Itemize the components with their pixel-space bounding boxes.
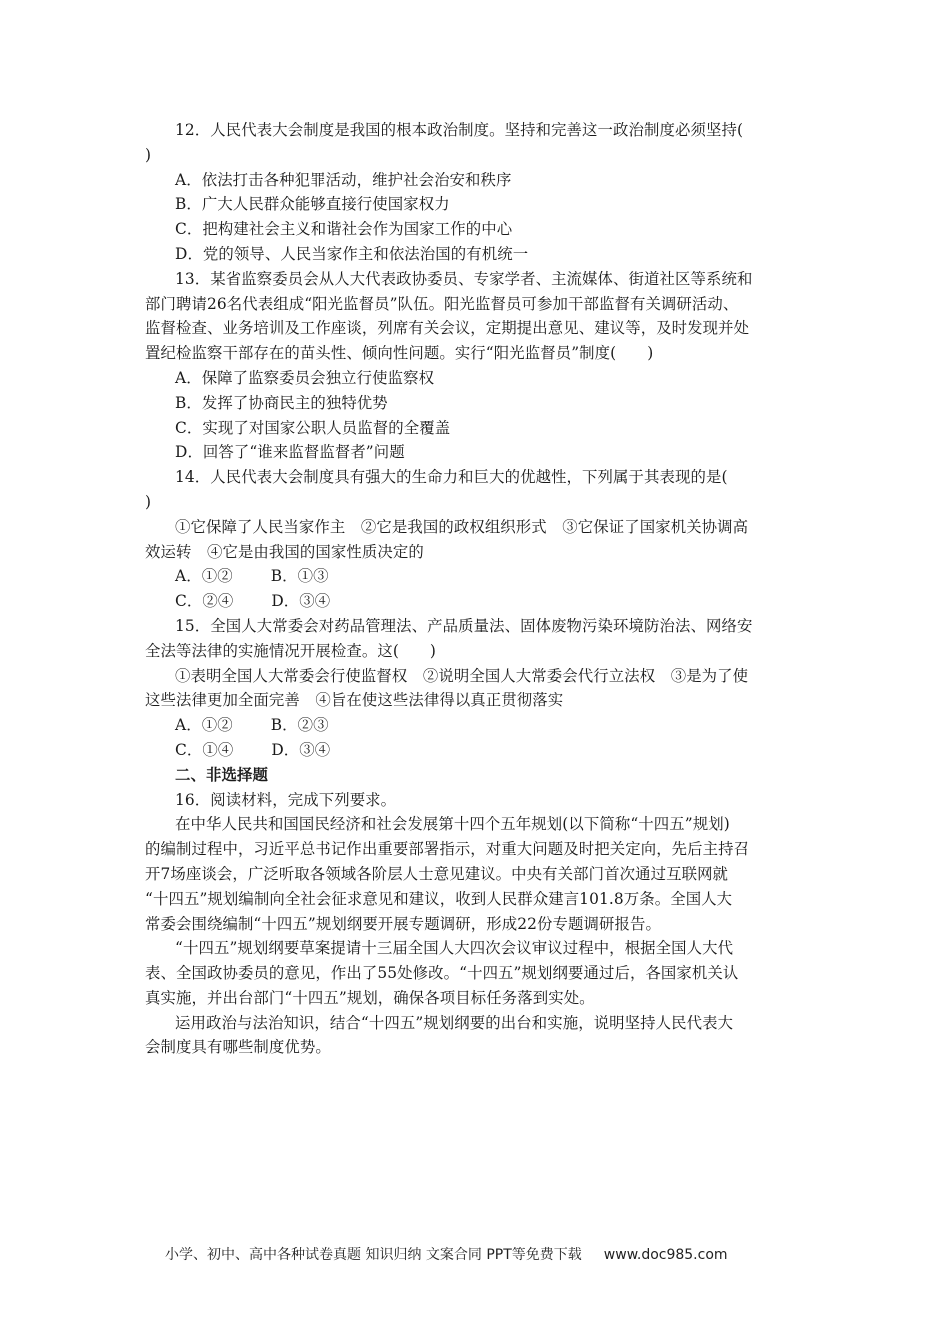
q13-option-d: D．回答了“谁来监督监督者”问题 [175, 443, 405, 462]
section-title-non-choice: 二、非选择题 [175, 765, 268, 784]
q14-option-a: A．①② [175, 567, 233, 586]
q15-option-b: B．②③ [270, 716, 329, 735]
q14-stem-line1: 14．人民代表大会制度具有强大的生命力和巨大的优越性，下列属于其表现的是( [175, 468, 728, 487]
q12-stem-line2: ) [145, 145, 152, 164]
q15-stem-line2: 全法等法律的实施情况开展检查。这( ) [145, 641, 437, 660]
q14-items-line2: 效运转 ④它是由我国的国家性质决定的 [145, 542, 424, 561]
q16-question-line1: 运用政治与法治知识，结合“十四五”规划纲要的出台和实施，说明坚持人民代表大 [175, 1013, 734, 1032]
q13-stem-line1: 13．某省监察委员会从人大代表政协委员、专家学者、主流媒体、街道社区等系统和 [175, 269, 753, 288]
q16-material-p2-line3: 真实施，并出台部门“十四五”规划，确保各项目标任务落到实处。 [145, 988, 595, 1007]
q15-option-d: D．③④ [271, 740, 331, 759]
q14-stem-line2: ) [145, 492, 152, 511]
footer-text: 小学、初中、高中各种试卷真题 知识归纳 文案合同 PPT等免费下载 [165, 1247, 582, 1263]
exam-content [145, 118, 807, 1060]
q12-option-b: B．广大人民群众能够直接行使国家权力 [175, 195, 450, 214]
q12-option-a: A．依法打击各种犯罪活动，维护社会治安和秩序 [175, 170, 512, 189]
q15-options-cd [145, 738, 807, 763]
q14-option-d: D．③④ [271, 592, 331, 611]
q16-material-p1-line2: 的编制过程中，习近平总书记作出重要部署指示，对重大问题及时把关定向，先后主持召 [145, 840, 750, 859]
q12-option-d: D．党的领导、人民当家作主和依法治国的有机统一 [175, 244, 529, 263]
q15-stem-line1: 15．全国人大常委会对药品管理法、产品质量法、固体废物污染环境防治法、网络安 [175, 616, 753, 635]
q16-material-p1-line1: 在中华人民共和国国民经济和社会发展第十四个五年规划(以下简称“十四五”规划) [175, 815, 730, 834]
q16-material-p1-line4: “十四五”规划编制向全社会征求意见和建议，收到人民群众建言101.8万条。全国人大 [145, 889, 733, 908]
q14-options-cd [145, 589, 807, 614]
q15-items-line1: ①表明全国人大常委会行使监督权 ②说明全国人大常委会代行立法权 ③是为了使 [175, 666, 749, 685]
q13-stem-line2: 部门聘请26名代表组成“阳光监督员”队伍。阳光监督员可参加干部监督有关调研活动、 [145, 294, 739, 313]
q16-stem: 16．阅读材料，完成下列要求。 [175, 790, 397, 809]
footer-url: www.doc985.com [603, 1247, 728, 1263]
q13-stem-line3: 监督检查、业务培训及工作座谈，列席有关会议，定期提出意见、建议等，及时发现并处 [145, 319, 750, 338]
page-footer [165, 1244, 728, 1264]
q13-stem-line4: 置纪检监察干部存在的苗头性、倾向性问题。实行“阳光监督员”制度( ) [145, 344, 654, 363]
q15-option-c: C．①④ [175, 740, 234, 759]
q16-material-p2-line2: 表、全国政协委员的意见，作出了55处修改。“十四五”规划纲要通过后，各国家机关认 [145, 964, 739, 983]
q13-option-c: C．实现了对国家公职人员监督的全覆盖 [175, 418, 451, 437]
q14-option-b: B．①③ [270, 567, 329, 586]
q16-question-line2: 会制度具有哪些制度优势。 [145, 1038, 331, 1057]
q13-option-a: A．保障了监察委员会独立行使监察权 [175, 368, 435, 387]
q15-option-a: A．①② [175, 716, 233, 735]
q12-stem-line1: 12．人民代表大会制度是我国的根本政治制度。坚持和完善这一政治制度必须坚持( [175, 121, 744, 139]
q14-items-line1: ①它保障了人民当家作主 ②它是我国的政权组织形式 ③它保证了国家机关协调高 [175, 517, 749, 536]
q14-option-c: C．②④ [175, 592, 234, 611]
q16-material-p1-line5: 常委会围绕编制“十四五”规划纲要开展专题调研，形成22份专题调研报告。 [145, 914, 661, 933]
q15-options-ab [145, 713, 807, 738]
q12-option-c: C．把构建社会主义和谐社会作为国家工作的中心 [175, 220, 513, 239]
q16-material-p1-line3: 开7场座谈会，广泛听取各领域各阶层人士意见建议。中央有关部门首次通过互联网就 [145, 864, 729, 883]
q15-items-line2: 这些法律更加全面完善 ④旨在使这些法律得以真正贯彻落实 [145, 691, 564, 710]
q13-option-b: B．发挥了协商民主的独特优势 [175, 393, 388, 412]
q14-options-ab [145, 564, 807, 589]
q16-material-p2-line1: “十四五”规划纲要草案提请十三届全国人大四次会议审议过程中，根据全国人大代 [175, 939, 734, 958]
